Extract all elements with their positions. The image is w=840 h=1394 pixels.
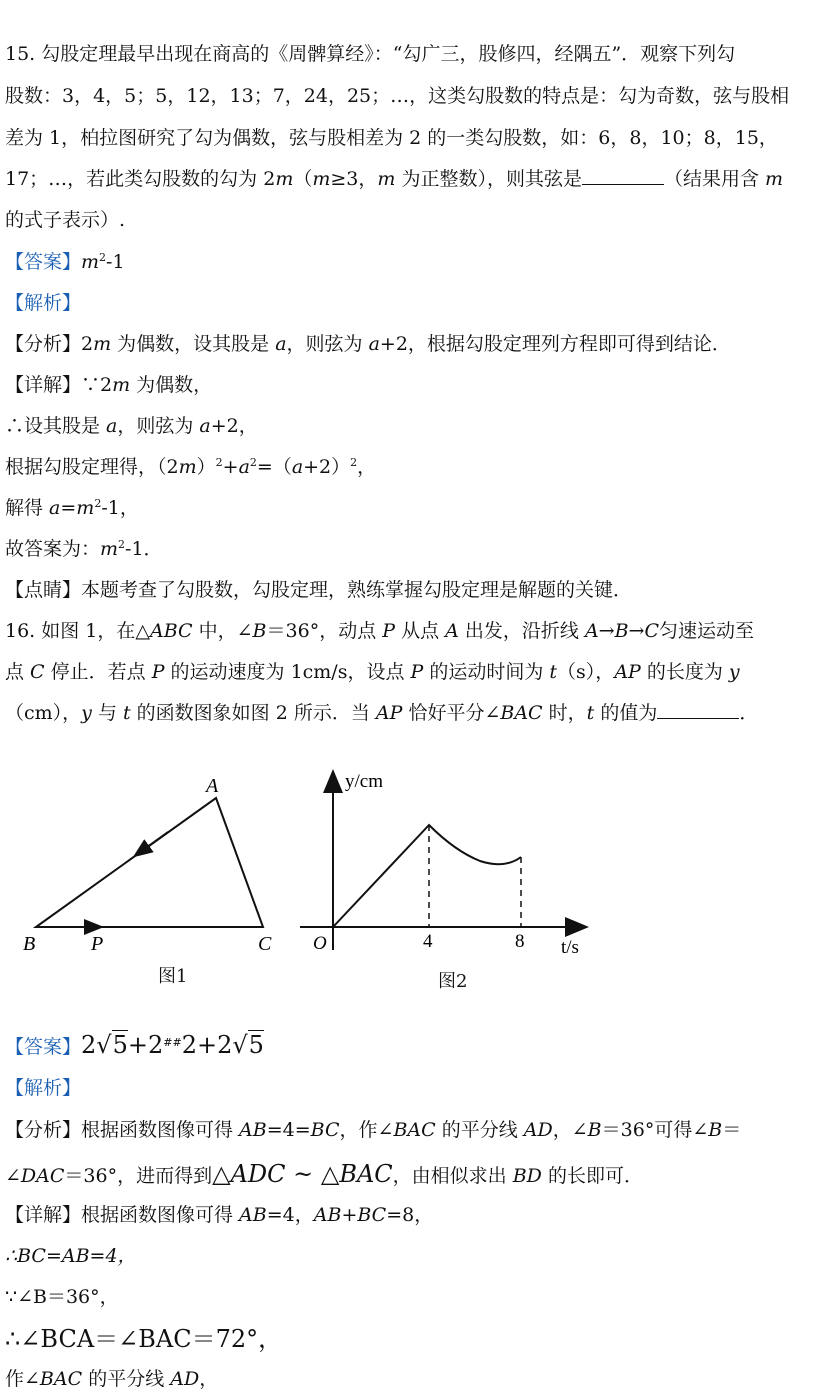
arrow-a-to-b [136,832,168,855]
point-p-label: P [91,933,104,955]
q15-step4: 故答案为：$m^2-1$． [5,538,163,560]
figure-1-caption: 图1 [158,966,188,987]
origin-label: O [313,933,327,954]
vertex-c-label: C [258,933,272,955]
tick-label-4: 4 [423,931,433,952]
answer-blank [582,168,664,185]
q15-stem-line5: 的式子表示）. [5,209,126,231]
q15-step1: ∴设其股是 a，则弦为 a+2， [5,415,258,437]
vertex-a-label: A [206,775,219,797]
q15-dianjing: 【点睛】本题考查了勾股数，勾股定理，熟练掌握勾股定理是解题的关键． [5,579,633,601]
q15-step3: 解得 $a=m^2-1$， [5,497,139,519]
y-axis-label: y/cm [345,771,383,792]
q16-stem-line3: （cm），y 与 t 的函数图象如图 2 所示．当 AP 恰好平分∠BAC 时，t 的值为 ． [5,702,759,724]
q16-xiangjie-line4: ∴∠BCA＝∠BAC＝72°， [5,1325,283,1353]
q15-stem-line1: 15. 勾股定理最早出现在商高的《周髀算经》：“勾广三，股修四，经隅五”．观察下列勾 [5,43,736,65]
q16-xiangjie-line5: 作∠BAC 的平分线 AD， [5,1368,219,1390]
q15-analysis-tag: 【解析】 [5,292,82,314]
triangle-abc [36,798,263,927]
q16-stem-line2: 点 C 停止．若点 P 的运动速度为 1cm/s，设点 P 的运动时间为 t（s），AP 的长度为 y [5,661,740,683]
vertex-b-label: B [23,933,36,955]
answer-blank [657,702,739,719]
q16-fenxi-line1: 【分析】根据函数图像可得 AB=4=BC，作∠BAC 的平分线 AD，∠B＝36°可得∠B＝ [5,1119,742,1141]
figure-2-caption: 图2 [438,971,468,992]
q15-stem-line2: 股数：3，4，5；5，12，13；7，24，25；…，这类勾股数的特点是：勾为奇数，弦与股相 [5,85,790,107]
q16-analysis-tag: 【解析】 [5,1077,82,1099]
q15-answer: 【答案】$m^2-1$ [5,251,125,273]
q15-stem-line4: 17；…，若此类勾股数的勾为 2m（m≥3，m 为正整数），则其弦是 （结果用含 m [5,168,784,190]
q15-step2: 根据勾股定理得，$(2m)^2+a^2=(a+2)^2$， [5,456,377,478]
tick-label-8: 8 [515,931,525,952]
q16-xiangjie-line1: 【详解】根据函数图像可得 AB=4，AB+BC=8， [5,1204,434,1226]
q15-stem-line3: 差为 1，柏拉图研究了勾为偶数，弦与股相差为 2 的一类勾股数，如：6，8，10；8，15， [5,127,778,149]
figure-2-graph [295,765,595,965]
q16-fenxi-line2: ∠DAC＝36°，进而得到△ADC ~ △BAC，由相似求出 BD 的长即可． [5,1160,643,1188]
q16-stem-line1: 16. 如图 1，在△ABC 中，∠B＝36°，动点 P 从点 A 出发，沿折线 A→B→C匀速运动至 [5,620,755,642]
q16-xiangjie-line3: ∵∠B＝36°， [5,1286,119,1308]
figure-1-triangle [18,770,288,960]
q15-xiangjie: 【详解】∵2m 为偶数， [5,374,213,396]
q16-xiangjie-line2: ∴BC=AB=4， [5,1245,137,1267]
t-axis-label: t/s [561,937,579,958]
q16-answer: 【答案】2√5+2##2+2√5 [5,1031,264,1059]
q15-fenxi: 【分析】2m 为偶数，设其股是 a，则弦为 a+2，根据勾股定理列方程即可得到结论． [5,333,731,355]
function-curve [333,825,521,927]
